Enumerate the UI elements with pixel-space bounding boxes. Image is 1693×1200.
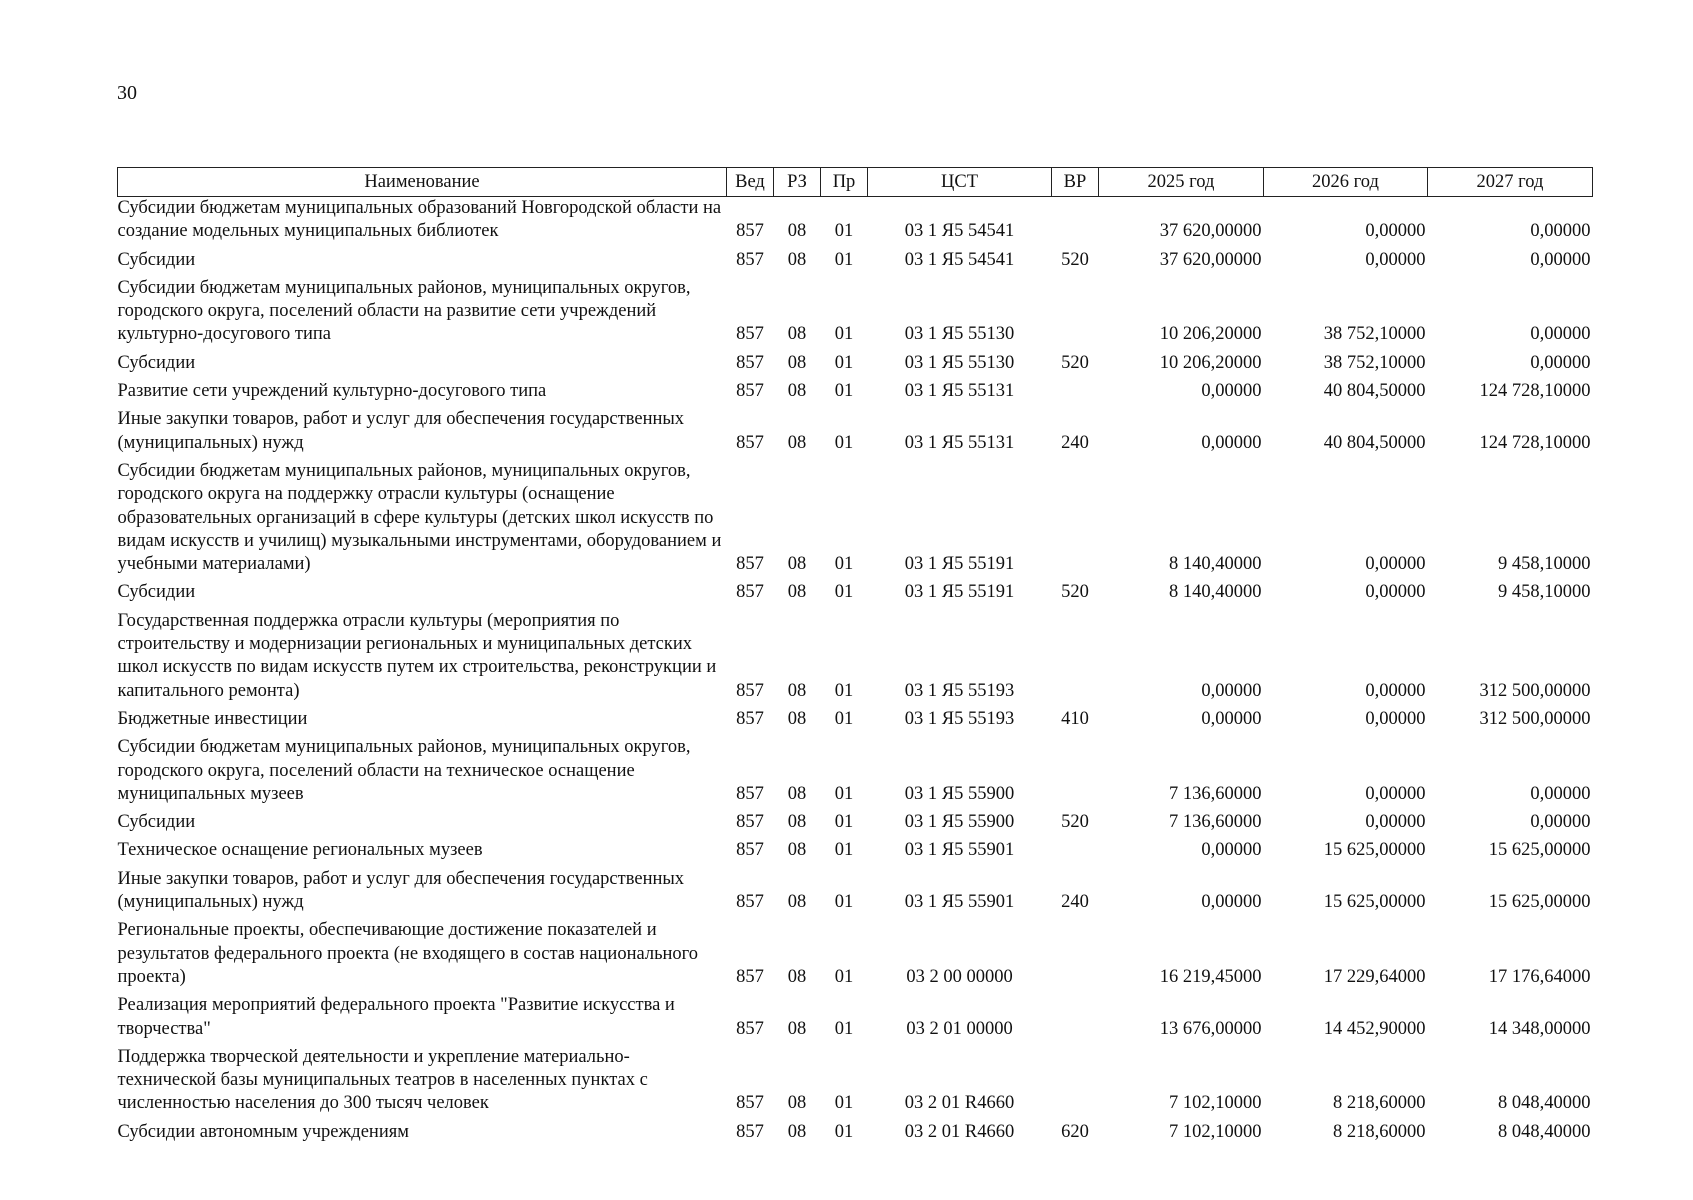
row-2026: 0,00000 <box>1365 221 1426 242</box>
row-2025: 0,00000 <box>1201 680 1262 701</box>
row-vr: 620 <box>1061 1121 1089 1142</box>
row-pr: 01 <box>834 892 854 913</box>
row-name: Субсидии автономным учреждениям <box>117 1121 409 1142</box>
header-ved: Вед <box>727 168 774 197</box>
row-2027: 14 348,00000 <box>1488 1018 1591 1039</box>
row-cst: 03 1 Я5 55191 <box>904 554 1015 575</box>
row-cst: 03 1 Я5 55193 <box>904 708 1015 729</box>
row-2027: 0,00000 <box>1530 352 1591 373</box>
row-pr: 01 <box>834 381 854 402</box>
row-vr: 520 <box>1061 812 1089 833</box>
row-2025: 8 140,40000 <box>1169 554 1262 575</box>
table-row <box>118 868 1593 920</box>
row-vr <box>1052 380 1099 408</box>
row-pr: 01 <box>834 352 854 373</box>
table-row <box>118 277 1593 352</box>
row-cst: 03 1 Я5 54541 <box>904 249 1015 270</box>
row-ved: 857 <box>736 582 764 603</box>
row-2025: 16 219,45000 <box>1159 966 1262 987</box>
row-name: Субсидии <box>117 812 196 833</box>
row-name: Иные закупки товаров, работ и услуг для обеспечения государственных (муниципальных) нужд <box>117 409 685 453</box>
row-pr: 01 <box>834 680 854 701</box>
table-header <box>118 168 1593 197</box>
row-rz: 08 <box>787 680 807 701</box>
row-2025: 0,00000 <box>1201 708 1262 729</box>
table-row <box>118 460 1593 581</box>
row-ved: 857 <box>736 840 764 861</box>
row-cst: 03 2 01 00000 <box>906 1018 1013 1039</box>
row-2026: 0,00000 <box>1365 680 1426 701</box>
row-2025: 7 136,60000 <box>1169 783 1262 804</box>
row-name: Субсидии <box>117 249 196 270</box>
table-row <box>118 708 1593 736</box>
table-row <box>118 1046 1593 1121</box>
table-row <box>118 197 1593 249</box>
row-2027: 17 176,64000 <box>1488 966 1591 987</box>
header-2025: 2025 год <box>1099 168 1264 197</box>
row-name: Поддержка творческой деятельности и укрепление материально-технической базы муниципальных театров в населенных пунктах с численностью населения до 300 тысяч человек <box>117 1046 648 1114</box>
table-row <box>118 610 1593 708</box>
row-2026: 0,00000 <box>1365 783 1426 804</box>
row-name: Субсидии бюджетам муниципальных образований Новгородской области на создание модельных муниципальных библиотек <box>117 198 722 242</box>
row-pr: 01 <box>834 324 854 345</box>
row-rz: 08 <box>787 1018 807 1039</box>
header-2026: 2026 год <box>1264 168 1428 197</box>
row-ved: 857 <box>736 381 764 402</box>
row-name: Субсидии бюджетам муниципальных районов, муниципальных округов, городского округа, поселений области на развитие сети учреждений культурно-досугового типа <box>117 277 691 345</box>
table-row <box>118 249 1593 277</box>
table-row <box>118 380 1593 408</box>
row-rz: 08 <box>787 432 807 453</box>
row-2026: 8 218,60000 <box>1333 1121 1426 1142</box>
row-vr <box>1052 919 1099 994</box>
row-name: Субсидии <box>117 352 196 373</box>
row-2026: 8 218,60000 <box>1333 1093 1426 1114</box>
row-pr: 01 <box>834 221 854 242</box>
row-rz: 08 <box>787 221 807 242</box>
row-2026: 38 752,10000 <box>1323 324 1426 345</box>
row-2027: 124 728,10000 <box>1479 381 1591 402</box>
row-cst: 03 1 Я5 55901 <box>904 840 1015 861</box>
row-cst: 03 1 Я5 55900 <box>904 812 1015 833</box>
row-2027: 9 458,10000 <box>1498 554 1591 575</box>
row-vr <box>1052 610 1099 708</box>
table-row <box>118 581 1593 609</box>
row-cst: 03 2 00 00000 <box>906 966 1013 987</box>
row-vr: 520 <box>1061 249 1089 270</box>
row-2026: 15 625,00000 <box>1323 892 1426 913</box>
row-vr <box>1052 994 1099 1046</box>
row-rz: 08 <box>787 554 807 575</box>
row-pr: 01 <box>834 554 854 575</box>
row-2027: 0,00000 <box>1530 249 1591 270</box>
row-rz: 08 <box>787 812 807 833</box>
row-rz: 08 <box>787 381 807 402</box>
row-pr: 01 <box>834 783 854 804</box>
table-row <box>118 408 1593 460</box>
row-rz: 08 <box>787 249 807 270</box>
row-name: Субсидии бюджетам муниципальных районов, муниципальных округов, городского округа на поддержку отрасли культуры (оснащение образовательных организаций в сфере культуры (детских школ искусств по видам искусств и училищ) музыкальными инструментами, оборудованием и учебными материалами) <box>117 460 722 575</box>
row-cst: 03 1 Я5 55131 <box>904 381 1015 402</box>
row-vr <box>1052 460 1099 581</box>
row-pr: 01 <box>834 1121 854 1142</box>
row-2026: 14 452,90000 <box>1323 1018 1426 1039</box>
row-vr: 410 <box>1061 708 1089 729</box>
row-2025: 7 102,10000 <box>1169 1093 1262 1114</box>
row-vr: 520 <box>1061 582 1089 603</box>
row-rz: 08 <box>787 708 807 729</box>
row-2027: 15 625,00000 <box>1488 840 1591 861</box>
row-ved: 857 <box>736 812 764 833</box>
row-2026: 40 804,50000 <box>1323 381 1426 402</box>
table-row <box>118 994 1593 1046</box>
table-row <box>118 811 1593 839</box>
row-name: Реализация мероприятий федерального проекта "Развитие искусства и творчества" <box>117 995 675 1039</box>
row-ved: 857 <box>736 680 764 701</box>
table-row <box>118 352 1593 380</box>
row-2027: 124 728,10000 <box>1479 432 1591 453</box>
row-pr: 01 <box>834 708 854 729</box>
row-2027: 312 500,00000 <box>1479 680 1591 701</box>
row-pr: 01 <box>834 249 854 270</box>
row-name: Развитие сети учреждений культурно-досугового типа <box>117 381 547 402</box>
row-cst: 03 1 Я5 55131 <box>904 432 1015 453</box>
row-2026: 0,00000 <box>1365 812 1426 833</box>
row-pr: 01 <box>834 1018 854 1039</box>
header-pr: Пр <box>821 168 868 197</box>
row-2026: 17 229,64000 <box>1323 966 1426 987</box>
header-name: Наименование <box>118 168 727 197</box>
row-cst: 03 1 Я5 54541 <box>904 221 1015 242</box>
row-rz: 08 <box>787 352 807 373</box>
row-2026: 40 804,50000 <box>1323 432 1426 453</box>
row-2027: 0,00000 <box>1530 324 1591 345</box>
row-2027: 8 048,40000 <box>1498 1121 1591 1142</box>
row-name: Государственная поддержка отрасли культуры (мероприятия по строительству и модернизации региональных и муниципальных детских школ искусств по видам искусств путем их строительства, реконструкции и капитального ремонта) <box>117 610 717 701</box>
page-number: 30 <box>117 82 137 104</box>
row-2027: 312 500,00000 <box>1479 708 1591 729</box>
row-rz: 08 <box>787 783 807 804</box>
row-ved: 857 <box>736 1093 764 1114</box>
row-2027: 9 458,10000 <box>1498 582 1591 603</box>
row-ved: 857 <box>736 432 764 453</box>
row-ved: 857 <box>736 892 764 913</box>
row-2025: 8 140,40000 <box>1169 582 1262 603</box>
row-cst: 03 1 Я5 55130 <box>904 352 1015 373</box>
row-2027: 0,00000 <box>1530 221 1591 242</box>
row-vr: 240 <box>1061 432 1089 453</box>
budget-table <box>117 167 1593 1149</box>
row-ved: 857 <box>736 966 764 987</box>
row-rz: 08 <box>787 1121 807 1142</box>
header-cst: ЦСТ <box>868 168 1052 197</box>
row-ved: 857 <box>736 1018 764 1039</box>
row-vr <box>1052 736 1099 811</box>
row-cst: 03 1 Я5 55901 <box>904 892 1015 913</box>
row-name: Субсидии бюджетам муниципальных районов, муниципальных округов, городского округа, поселений области на техническое оснащение муниципальных музеев <box>117 737 691 804</box>
header-vr: ВР <box>1052 168 1099 197</box>
row-2027: 15 625,00000 <box>1488 892 1591 913</box>
row-2026: 15 625,00000 <box>1323 840 1426 861</box>
row-ved: 857 <box>736 1121 764 1142</box>
row-2025: 7 102,10000 <box>1169 1121 1262 1142</box>
row-name: Иные закупки товаров, работ и услуг для обеспечения государственных (муниципальных) нужд <box>117 868 685 913</box>
row-ved: 857 <box>736 783 764 804</box>
row-rz: 08 <box>787 966 807 987</box>
row-2026: 0,00000 <box>1365 554 1426 575</box>
row-2027: 0,00000 <box>1530 783 1591 804</box>
row-2026: 0,00000 <box>1365 708 1426 729</box>
row-name: Региональные проекты, обеспечивающие достижение показателей и результатов федерального проекта (не входящего в состав национального проекта) <box>117 920 699 987</box>
row-pr: 01 <box>834 432 854 453</box>
row-pr: 01 <box>834 966 854 987</box>
row-cst: 03 1 Я5 55900 <box>904 783 1015 804</box>
row-2026: 0,00000 <box>1365 582 1426 603</box>
row-2026: 0,00000 <box>1365 249 1426 270</box>
row-name: Бюджетные инвестиции <box>117 708 308 729</box>
row-2025: 0,00000 <box>1201 892 1262 913</box>
row-2025: 7 136,60000 <box>1169 812 1262 833</box>
header-rz: РЗ <box>774 168 821 197</box>
row-cst: 03 2 01 R4660 <box>904 1093 1015 1114</box>
row-rz: 08 <box>787 324 807 345</box>
row-cst: 03 1 Я5 55130 <box>904 324 1015 345</box>
row-2025: 0,00000 <box>1201 381 1262 402</box>
table-body <box>118 197 1593 1149</box>
table-row <box>118 736 1593 811</box>
row-2025: 37 620,00000 <box>1159 221 1262 242</box>
row-name: Техническое оснащение региональных музеев <box>117 840 483 861</box>
row-rz: 08 <box>787 892 807 913</box>
row-vr: 240 <box>1061 892 1089 913</box>
row-ved: 857 <box>736 249 764 270</box>
row-2025: 13 676,00000 <box>1159 1018 1262 1039</box>
row-vr <box>1052 197 1099 249</box>
row-ved: 857 <box>736 554 764 575</box>
row-rz: 08 <box>787 582 807 603</box>
table-row <box>118 919 1593 994</box>
row-2025: 10 206,20000 <box>1159 352 1262 373</box>
row-pr: 01 <box>834 1093 854 1114</box>
header-2027: 2027 год <box>1428 168 1593 197</box>
row-name: Субсидии <box>117 582 196 603</box>
row-2026: 38 752,10000 <box>1323 352 1426 373</box>
row-2025: 37 620,00000 <box>1159 249 1262 270</box>
row-2025: 10 206,20000 <box>1159 324 1262 345</box>
row-cst: 03 1 Я5 55193 <box>904 680 1015 701</box>
row-ved: 857 <box>736 324 764 345</box>
row-2027: 8 048,40000 <box>1498 1093 1591 1114</box>
row-cst: 03 1 Я5 55191 <box>904 582 1015 603</box>
row-vr <box>1052 839 1099 867</box>
row-pr: 01 <box>834 840 854 861</box>
row-rz: 08 <box>787 840 807 861</box>
row-pr: 01 <box>834 812 854 833</box>
row-pr: 01 <box>834 582 854 603</box>
row-2027: 0,00000 <box>1530 812 1591 833</box>
row-2025: 0,00000 <box>1201 432 1262 453</box>
row-ved: 857 <box>736 352 764 373</box>
row-rz: 08 <box>787 1093 807 1114</box>
row-ved: 857 <box>736 221 764 242</box>
row-cst: 03 2 01 R4660 <box>904 1121 1015 1142</box>
row-vr: 520 <box>1061 352 1089 373</box>
row-vr <box>1052 1046 1099 1121</box>
table-row <box>118 1121 1593 1149</box>
row-2025: 0,00000 <box>1201 840 1262 861</box>
table-row <box>118 839 1593 867</box>
row-vr <box>1052 277 1099 352</box>
row-ved: 857 <box>736 708 764 729</box>
